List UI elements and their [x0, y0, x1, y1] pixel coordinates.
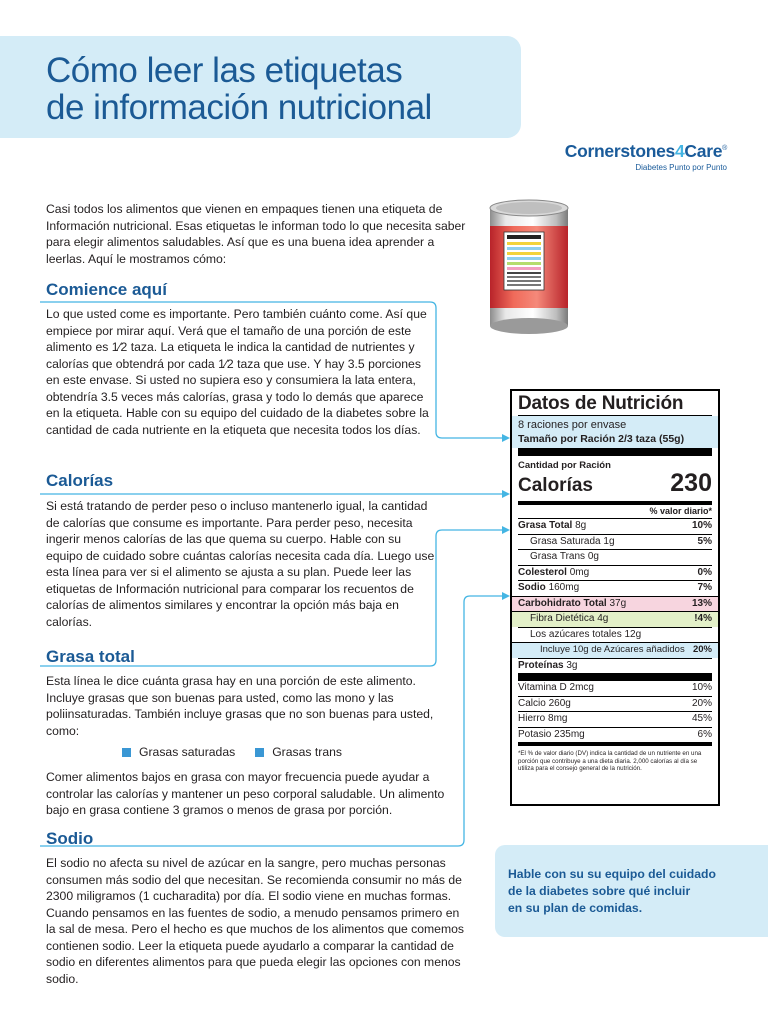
page-title-line1: Cómo leer las etiquetas: [46, 51, 403, 90]
label-row-cholesterol: Colesterol 0mg 0%: [518, 565, 712, 581]
label-row-potassium: Potasio 235mg 6%: [518, 727, 712, 743]
label-row-iron: Hierro 8mg 45%: [518, 711, 712, 727]
label-row-fiber: Fibra Dietética 4g !4%: [512, 611, 718, 627]
label-row-saturated-fat: Grasa Saturada 1g 5%: [518, 534, 712, 550]
callout-box: [495, 845, 768, 937]
label-calories: Calorías: [518, 475, 593, 496]
label-serving-block: [512, 416, 718, 448]
bullet-saturated: Grasas saturadas: [122, 745, 235, 759]
fat-bullet-list: [122, 745, 342, 759]
brand-tagline: Diabetes Punto por Punto: [635, 163, 727, 172]
label-row-added-sugars: Incluye 10g de Azúcares añadidos 20%: [512, 642, 718, 658]
page-title-line2: de información nutricional: [46, 88, 432, 127]
bullet-trans: Grasas trans: [255, 745, 342, 759]
nutrition-facts-label: [510, 389, 720, 806]
callout-line1: Hable con su su equipo del cuidado: [508, 867, 716, 881]
bullet-square-icon: [255, 748, 264, 757]
fat-paragraph: Esta línea le dice cuánta grasa hay en una porción de este alimento. Incluye grasas que son buenas para usted, como las mono y las poliinsaturadas. También incluye grasas que no son buenas para usted, como:: [46, 674, 434, 738]
label-row-sodium: Sodio 160mg 7%: [518, 580, 712, 596]
label-calories-value: 230: [670, 469, 712, 497]
calories-paragraph: Si está tratando de perder peso o incluso mantenerlo igual, la cantidad de calorías que consume es importante. Para perder peso, necesita ingerir menos calorías de las que quema su cuerpo. Hable con su equipo de cuidado sobre cuántas calorías necesita cada día. Luego use esta línea para ver si el alimento se ajusta a su plan. Puede leer las etiquetas de Información nutricional para comparar los recuentos de calorías de alimentos similares y encontrar la opción más baja en calorías.: [46, 499, 435, 629]
callout-line2: de la diabetes sobre qué incluir: [508, 884, 691, 898]
heading-fat: Grasa total: [46, 647, 135, 666]
label-calories-line: [518, 469, 712, 498]
sodium-paragraph: El sodio no afecta su nivel de azúcar en la sangre, pero muchas personas consumen más sodio del que necesitan. Se recomienda consumir no más de 2300 miligramos (1 cucharadita) por día. El sodio viene en muchas formas. Cuando pensamos en las fuentes de sodio, a menudo pensamos primero en la sal de mesa. Pero el hecho es que muchos de los alimentos que comemos contienen sodio. Leer la etiqueta puede ayudarlo a comparar la cantidad de sodio en diferentes alimentos para que pueda elegir las opciones con menos sodio.: [46, 856, 464, 986]
arrow-fat: [502, 526, 510, 534]
label-row-carbohydrate: Carbohidrato Total 37g 13%: [512, 596, 718, 612]
label-row-vitamin-d: Vitamina D 2mcg 10%: [518, 682, 712, 693]
fat-paragraph-2: Comer alimentos bajos en grasa con mayor frecuencia puede ayudar a controlar las calorías y mantener un peso corporal saludable. Un alimento bajo en grasa contiene 3 gramos o menos de grasa por porción.: [46, 770, 445, 817]
label-servings: 8 raciones por envase: [518, 419, 627, 431]
label-title: Datos de Nutrición: [518, 393, 684, 414]
start-paragraph: Lo que usted come es importante. Pero también cuánto come. Así que empiece por mirar aquí. Verá que el tamaño de una porción de este alimento es 1⁄2 taza. La etiqueta le indica la cantidad de nutrientes y calorías que obtendrá por cada 1⁄2 taza que use. Y hay 3.5 porciones en este envase. Si usted no supiera eso y consumiera la lata entera, obtendría 3.5 veces más calorías, grasa y todo lo demás que aparece en la etiqueta. Hable con su equipo del cuidado de la diabetes sobre la cantidad de cada nutriente en la etiqueta que necesita todos los días.: [46, 307, 429, 437]
heading-sodium: Sodio: [46, 829, 94, 848]
arrow-calories: [502, 490, 510, 498]
arrow-sodium: [502, 592, 510, 600]
brand-name: Cornerstones4Care®: [564, 141, 727, 161]
callout-line3: en su plan de comidas.: [508, 901, 643, 915]
label-serving-size: Tamaño por Ración 2/3 taza (55g): [518, 433, 685, 445]
label-row-total-fat: Grasa Total 8g 10%: [518, 518, 712, 534]
heading-start: Comience aquí: [46, 280, 167, 299]
label-footnote: *El % de valor diario (DV) indica la cantidad de un nutriente en una porción que contribuye a una dieta diaria. 2,000 calorías al día se utiliza para el consejo general de la nutrición.: [518, 750, 702, 772]
label-row-total-sugars: Los azúcares totales 12g: [518, 627, 712, 643]
heading-calories: Calorías: [46, 471, 114, 490]
intro-paragraph: Casi todos los alimentos que vienen en empaques tienen una etiqueta de Información nutricional. Esas etiquetas le informan todo lo que necesita saber para elegir alimentos saludables. Así que es una buena idea aprender a leerlas. Aquí le mostramos cómo:: [46, 202, 466, 266]
label-row-calcium: Calcio 260g 20%: [518, 696, 712, 712]
label-amount-per: Cantidad por Ración: [518, 460, 611, 471]
label-dv-header: % valor diario*: [649, 506, 712, 516]
bullet-square-icon: [122, 748, 131, 757]
arrow-start: [502, 434, 510, 442]
label-row-trans-fat: Grasa Trans 0g: [518, 549, 712, 565]
label-row-protein: Proteínas 3g: [518, 658, 712, 674]
